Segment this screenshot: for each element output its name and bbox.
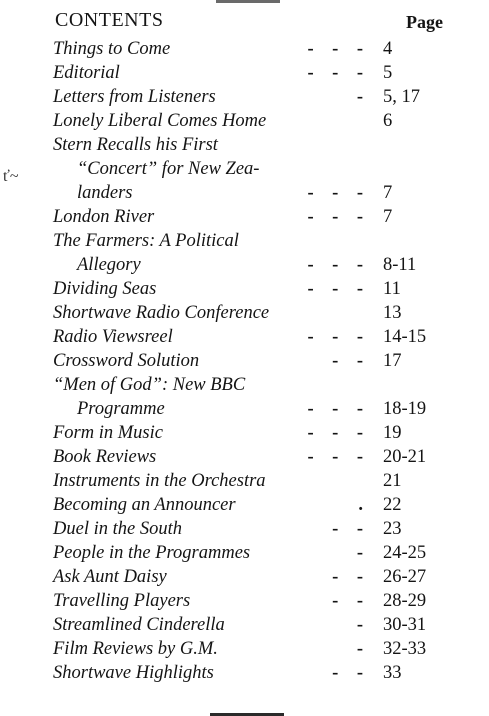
- entry-page-number: 8-11: [383, 255, 417, 275]
- dot-leaders: -: [356, 543, 363, 563]
- entry-title-text: Shortwave Highlights: [53, 663, 214, 683]
- entry-title-line: [53, 85, 363, 109]
- entry-title-text: “Men of God”: New BBC: [53, 375, 246, 395]
- entry-title-text: People in the Programmes: [53, 543, 251, 563]
- contents-entry[interactable]: [0, 325, 489, 349]
- entry-title-line: [53, 301, 363, 325]
- entry-title-text: Film Reviews by G.M.: [53, 639, 218, 659]
- entry-title-line: [53, 37, 363, 61]
- entry-title-line: [53, 373, 363, 397]
- entry-title-text: Instruments in the Orchestra: [53, 471, 266, 491]
- entry-title-text: Becoming an Announcer: [53, 495, 236, 515]
- top-rule: [216, 0, 280, 3]
- entry-title-line: [53, 613, 363, 637]
- entry-page-number: 5: [383, 63, 393, 83]
- dot-leaders: -: [356, 615, 363, 635]
- page-column-heading: Page: [406, 12, 443, 32]
- entry-title-text: Programme: [77, 399, 165, 419]
- entry-title-text: Lonely Liberal Comes Home: [53, 111, 267, 131]
- dot-leaders: - -: [332, 591, 363, 611]
- entry-page-number: 4: [383, 39, 393, 59]
- contents-entry[interactable]: [0, 133, 489, 205]
- contents-entry[interactable]: [0, 229, 489, 277]
- contents-entry[interactable]: [0, 349, 489, 373]
- dot-leaders: - - -: [307, 279, 363, 299]
- contents-entry[interactable]: [0, 541, 489, 565]
- entry-title-text: landers: [77, 183, 133, 203]
- entry-page-number: 24-25: [383, 543, 427, 563]
- entry-page-number: 7: [383, 207, 393, 227]
- entry-title-text: Duel in the South: [53, 519, 182, 539]
- contents-entry[interactable]: [0, 589, 489, 613]
- entry-page-number: 20-21: [383, 447, 427, 467]
- contents-heading: CONTENTS: [55, 9, 164, 31]
- entry-title-line: [53, 517, 363, 541]
- entry-title-line: [53, 565, 363, 589]
- entry-title-continuation: [77, 181, 363, 205]
- entry-title-text: Form in Music: [53, 423, 163, 443]
- contents-entry[interactable]: [0, 37, 489, 61]
- dot-leaders: - - -: [307, 447, 363, 467]
- entry-title-line: [53, 661, 363, 685]
- entry-page-number: 22: [383, 495, 402, 515]
- dot-leaders: -: [356, 87, 363, 107]
- entry-page-number: 11: [383, 279, 401, 299]
- entry-page-number: 26-27: [383, 567, 427, 587]
- contents-entry[interactable]: [0, 565, 489, 589]
- entry-title-line: [53, 229, 363, 253]
- entry-title-text: Radio Viewsreel: [53, 327, 173, 347]
- entry-title-text: Book Reviews: [53, 447, 157, 467]
- entry-title-text: Dividing Seas: [53, 279, 157, 299]
- dot-leaders: - - -: [307, 327, 363, 347]
- contents-entry[interactable]: [0, 301, 489, 325]
- contents-entry[interactable]: [0, 469, 489, 493]
- entry-page-number: 6: [383, 111, 393, 131]
- entry-title-line: [53, 133, 363, 157]
- contents-entry[interactable]: [0, 61, 489, 85]
- entry-page-number: 18-19: [383, 399, 427, 419]
- entry-title-line: [53, 205, 363, 229]
- dot-leaders: - - -: [307, 255, 363, 275]
- entry-title-text: London River: [53, 207, 155, 227]
- dot-leaders: - - -: [307, 183, 363, 203]
- entry-title-text: Ask Aunt Daisy: [53, 567, 167, 587]
- entry-title-text: Streamlined Cinderella: [53, 615, 225, 635]
- entry-title-text: Crossword Solution: [53, 351, 200, 371]
- entry-page-number: 32-33: [383, 639, 427, 659]
- entry-title-text: Things to Come: [53, 39, 171, 59]
- contents-entry[interactable]: [0, 373, 489, 421]
- contents-entry[interactable]: [0, 85, 489, 109]
- entry-title-line: [53, 469, 363, 493]
- entry-page-number: 17: [383, 351, 402, 371]
- entry-title-text: Shortwave Radio Conference: [53, 303, 270, 323]
- entry-title-line: [53, 277, 363, 301]
- contents-entry[interactable]: [0, 109, 489, 133]
- contents-entry[interactable]: [0, 205, 489, 229]
- entry-page-number: 13: [383, 303, 402, 323]
- entry-title-line: [53, 109, 363, 133]
- entry-title-line: [53, 349, 363, 373]
- entry-page-number: 5, 17: [383, 87, 420, 107]
- entry-title-text: Letters from Listeners: [53, 87, 216, 107]
- dot-leaders: - - -: [307, 63, 363, 83]
- entry-page-number: 14-15: [383, 327, 427, 347]
- contents-entry[interactable]: [0, 661, 489, 685]
- entry-title-text: Stern Recalls his First: [53, 135, 218, 155]
- contents-list: [0, 37, 489, 685]
- entry-page-number: 30-31: [383, 615, 427, 635]
- entry-title-text: “Concert” for New Zea-: [77, 159, 260, 179]
- dot-leaders: - -: [332, 663, 363, 683]
- entry-title-line: [53, 61, 363, 85]
- contents-entry[interactable]: [0, 517, 489, 541]
- entry-title-line: [53, 445, 363, 469]
- contents-header: [0, 9, 489, 35]
- dot-leaders: - - -: [307, 207, 363, 227]
- entry-title-line: [53, 637, 363, 661]
- dot-leaders: -: [356, 639, 363, 659]
- dot-leaders: - - -: [307, 399, 363, 419]
- entry-title-line: [53, 325, 363, 349]
- dot-leaders: - -: [332, 519, 363, 539]
- contents-entry[interactable]: [0, 637, 489, 661]
- contents-entry[interactable]: [0, 493, 489, 517]
- contents-entry[interactable]: [0, 421, 489, 445]
- entry-title-line: [53, 493, 363, 517]
- stray-print-mark: ť~: [3, 168, 19, 185]
- entry-page-number: 21: [383, 471, 402, 491]
- entry-title-line: [53, 589, 363, 613]
- entry-page-number: 23: [383, 519, 402, 539]
- entry-title-text: Editorial: [53, 63, 120, 83]
- contents-entry[interactable]: [0, 277, 489, 301]
- entry-title-line: [53, 421, 363, 445]
- contents-entry[interactable]: [0, 613, 489, 637]
- entry-title-text: Travelling Players: [53, 591, 191, 611]
- dot-leaders: .: [358, 495, 363, 515]
- dot-leaders: - - -: [307, 39, 363, 59]
- entry-page-number: 19: [383, 423, 402, 443]
- entry-title-continuation: [77, 157, 363, 181]
- entry-page-number: 33: [383, 663, 402, 683]
- dot-leaders: - -: [332, 567, 363, 587]
- dot-leaders: - - -: [307, 423, 363, 443]
- dot-leaders: - -: [332, 351, 363, 371]
- entry-title-continuation: [77, 253, 363, 277]
- entry-page-number: 28-29: [383, 591, 427, 611]
- entry-title-line: [53, 541, 363, 565]
- entry-title-continuation: [77, 397, 363, 421]
- entry-title-text: The Farmers: A Political: [53, 231, 239, 251]
- entry-title-text: Allegory: [77, 255, 141, 275]
- contents-entry[interactable]: [0, 445, 489, 469]
- entry-page-number: 7: [383, 183, 393, 203]
